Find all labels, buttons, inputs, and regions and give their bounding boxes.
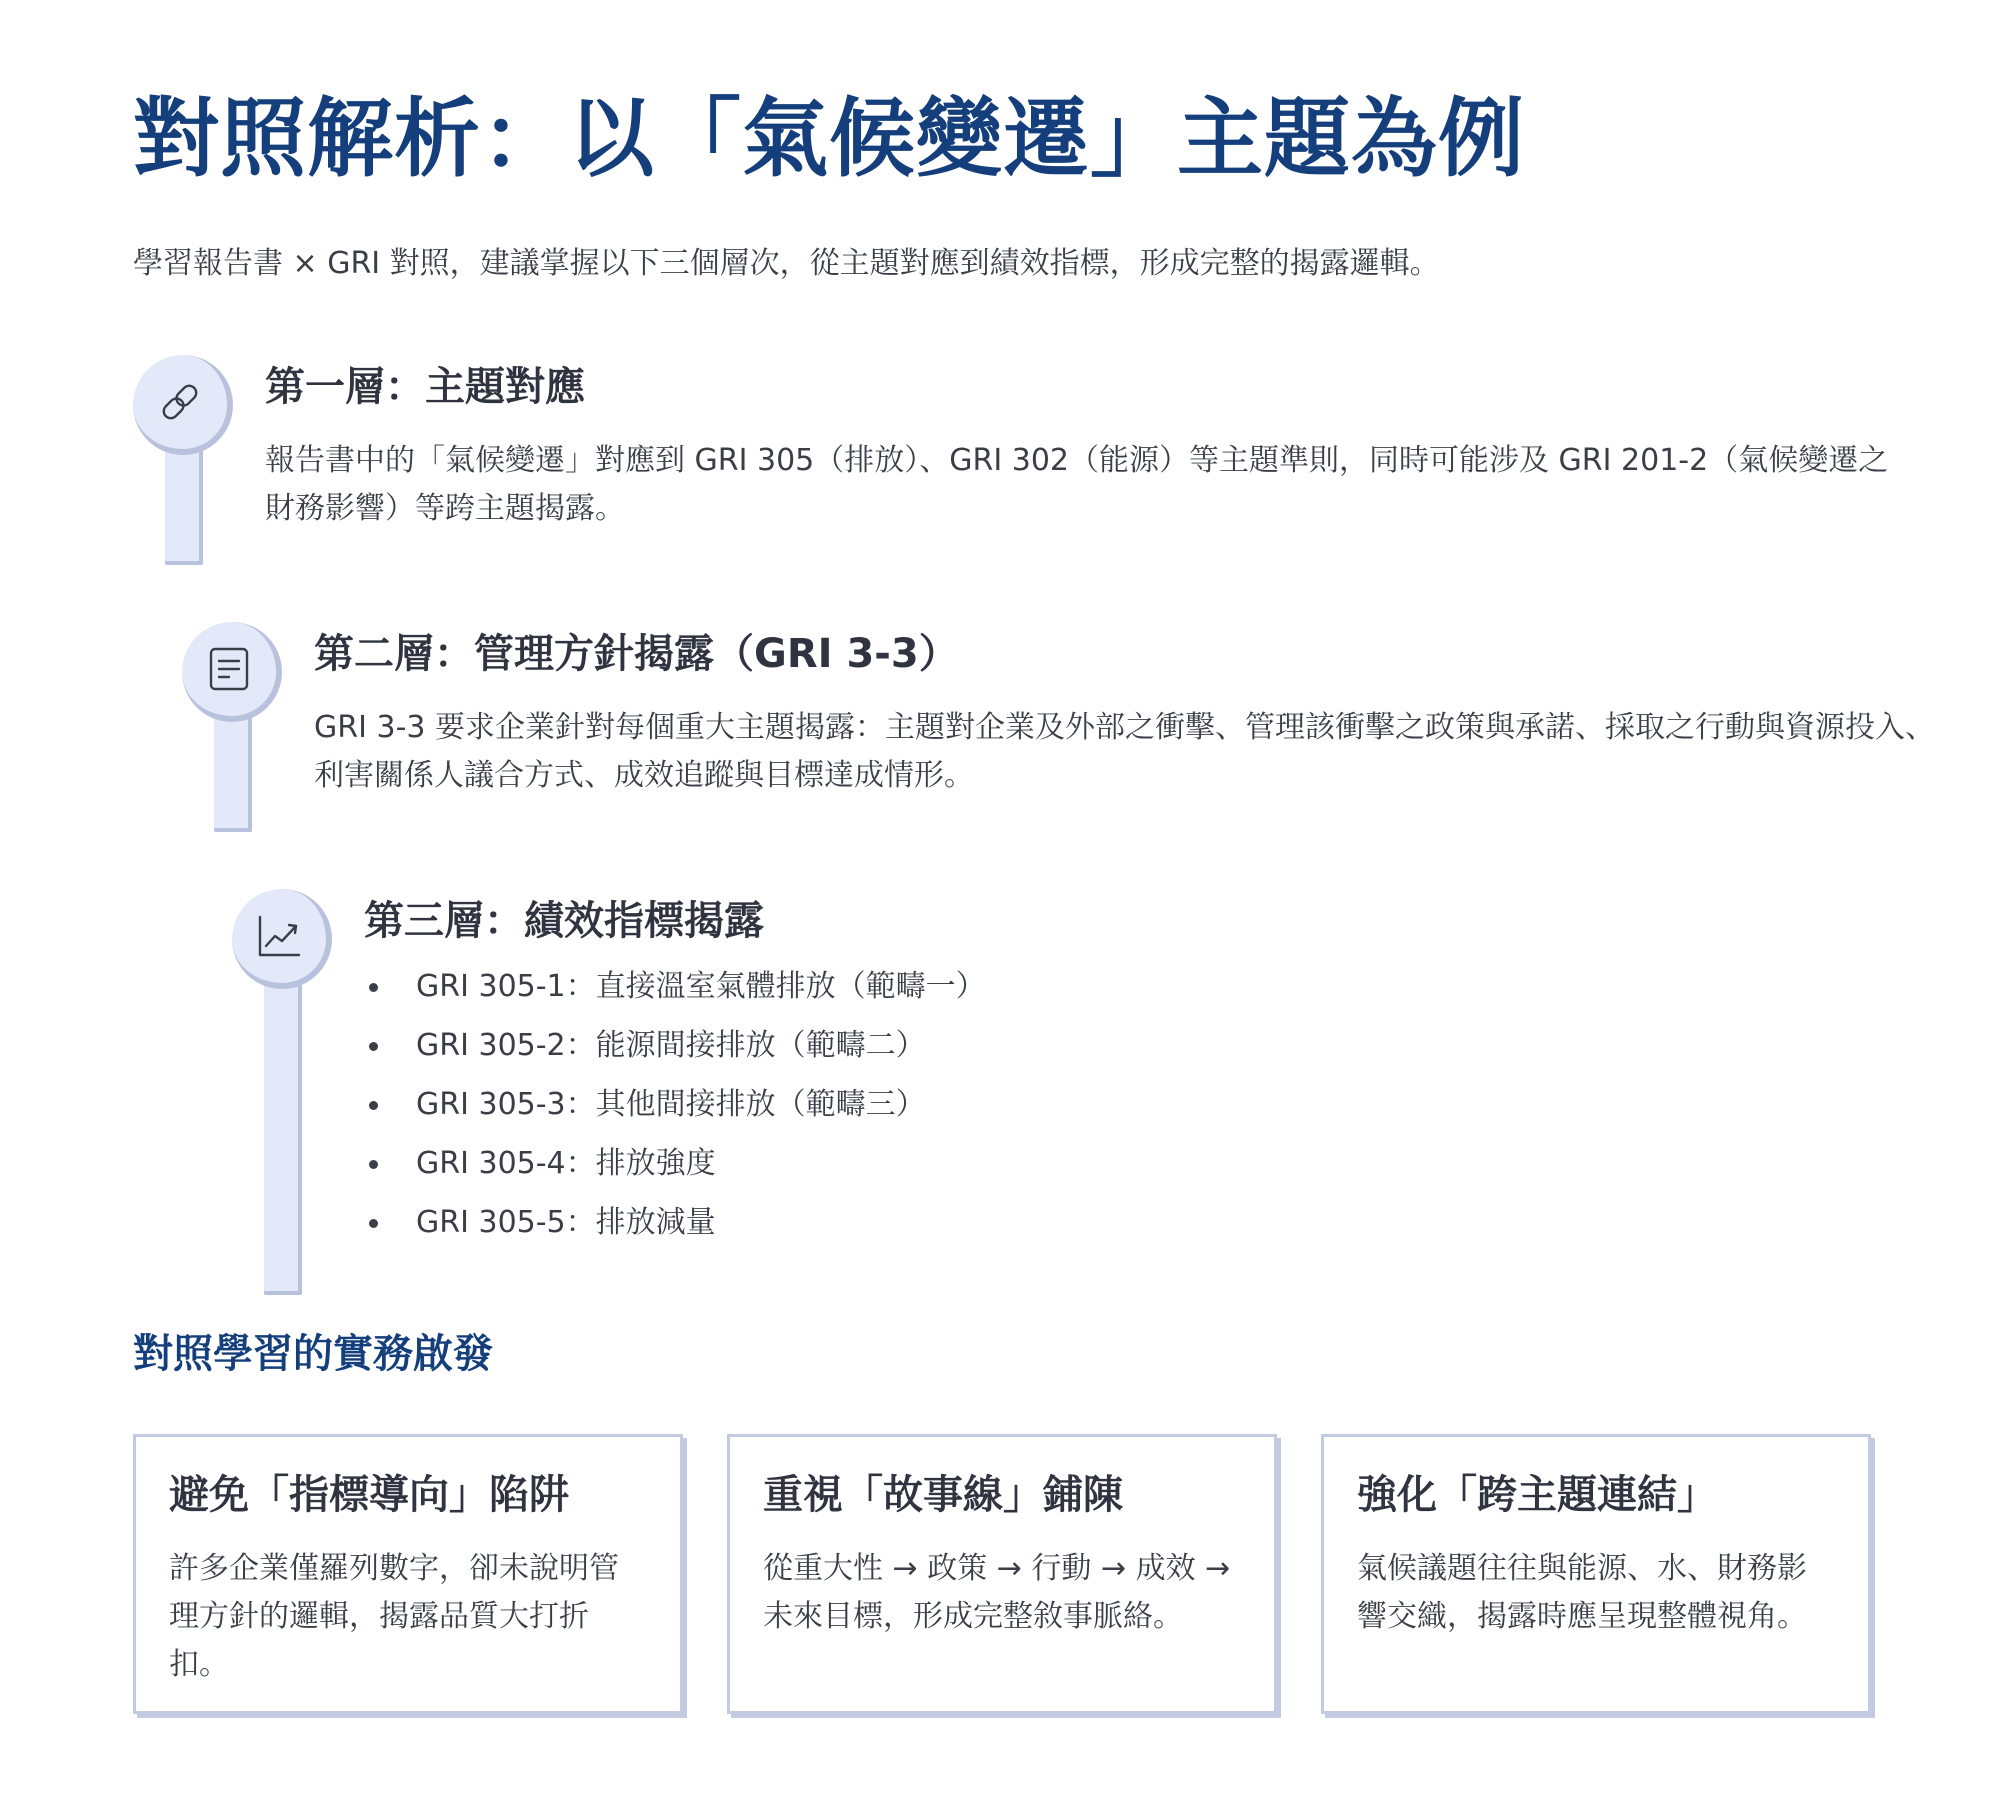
- card-title: 強化「跨主題連結」: [1357, 1472, 1717, 1518]
- card-title: 重視「故事線」鋪陳: [763, 1472, 1123, 1518]
- insights-heading: 對照學習的實務啟發: [133, 1331, 493, 1377]
- layer-title: 第三層：績效指標揭露: [364, 898, 764, 944]
- indicator-list: [364, 957, 2000, 1252]
- layer-text: [314, 630, 1964, 800]
- pin-head: [232, 889, 332, 989]
- list-item: GRI 305-5：排放減量: [364, 1193, 2000, 1252]
- pin-stem: [214, 706, 252, 832]
- link-icon: [152, 374, 208, 430]
- insight-card: [1321, 1434, 1871, 1714]
- list-item: GRI 305-3：其他間接排放（範疇三）: [364, 1075, 2000, 1134]
- layer-text: [364, 897, 2000, 1252]
- layer-body: 報告書中的「氣候變遷」對應到 GRI 305（排放）、GRI 302（能源）等主題準則，同時可能涉及 GRI 201-2（氣候變遷之財務影響）等跨主題揭露。: [265, 443, 1889, 526]
- card-body: 從重大性 → 政策 → 行動 → 成效 → 未來目標，形成完整敘事脈絡。: [763, 1551, 1231, 1634]
- card-body: 氣候議題往往與能源、水、財務影響交織，揭露時應呈現整體視角。: [1357, 1551, 1807, 1634]
- insight-card: [727, 1434, 1277, 1714]
- pin-head: [133, 355, 233, 455]
- list-item: GRI 305-2：能源間接排放（範疇二）: [364, 1016, 2000, 1075]
- layer-title: 第一層：主題對應: [265, 364, 585, 410]
- list-item: GRI 305-1：直接溫室氣體排放（範疇一）: [364, 957, 2000, 1016]
- layer-text: [265, 363, 1915, 533]
- list-item: GRI 305-4：排放強度: [364, 1134, 2000, 1193]
- pin-stem: [165, 439, 203, 565]
- layer-title: 第二層：管理方針揭露（GRI 3-3）: [314, 631, 959, 677]
- card-title: 避免「指標導向」陷阱: [169, 1472, 569, 1518]
- page-title: 對照解析：以「氣候變遷」主題為例: [133, 89, 1525, 189]
- card-body: 許多企業僅羅列數字，卻未說明管理方針的邏輯，揭露品質大打折扣。: [169, 1551, 619, 1682]
- pin-head: [182, 622, 282, 722]
- insight-card: [133, 1434, 683, 1714]
- layer-body: GRI 3-3 要求企業針對每個重大主題揭露：主題對企業及外部之衝擊、管理該衝擊之政策與承諾、採取之行動與資源投入、利害關係人議合方式、成效追蹤與目標達成情形。: [314, 710, 1936, 793]
- document-icon: [201, 641, 257, 697]
- trend-chart-icon: [251, 908, 307, 964]
- intro-text: 學習報告書 × GRI 對照，建議掌握以下三個層次，從主題對應到績效指標，形成完整的揭露邏輯。: [133, 246, 1440, 281]
- pin-stem: [264, 973, 302, 1295]
